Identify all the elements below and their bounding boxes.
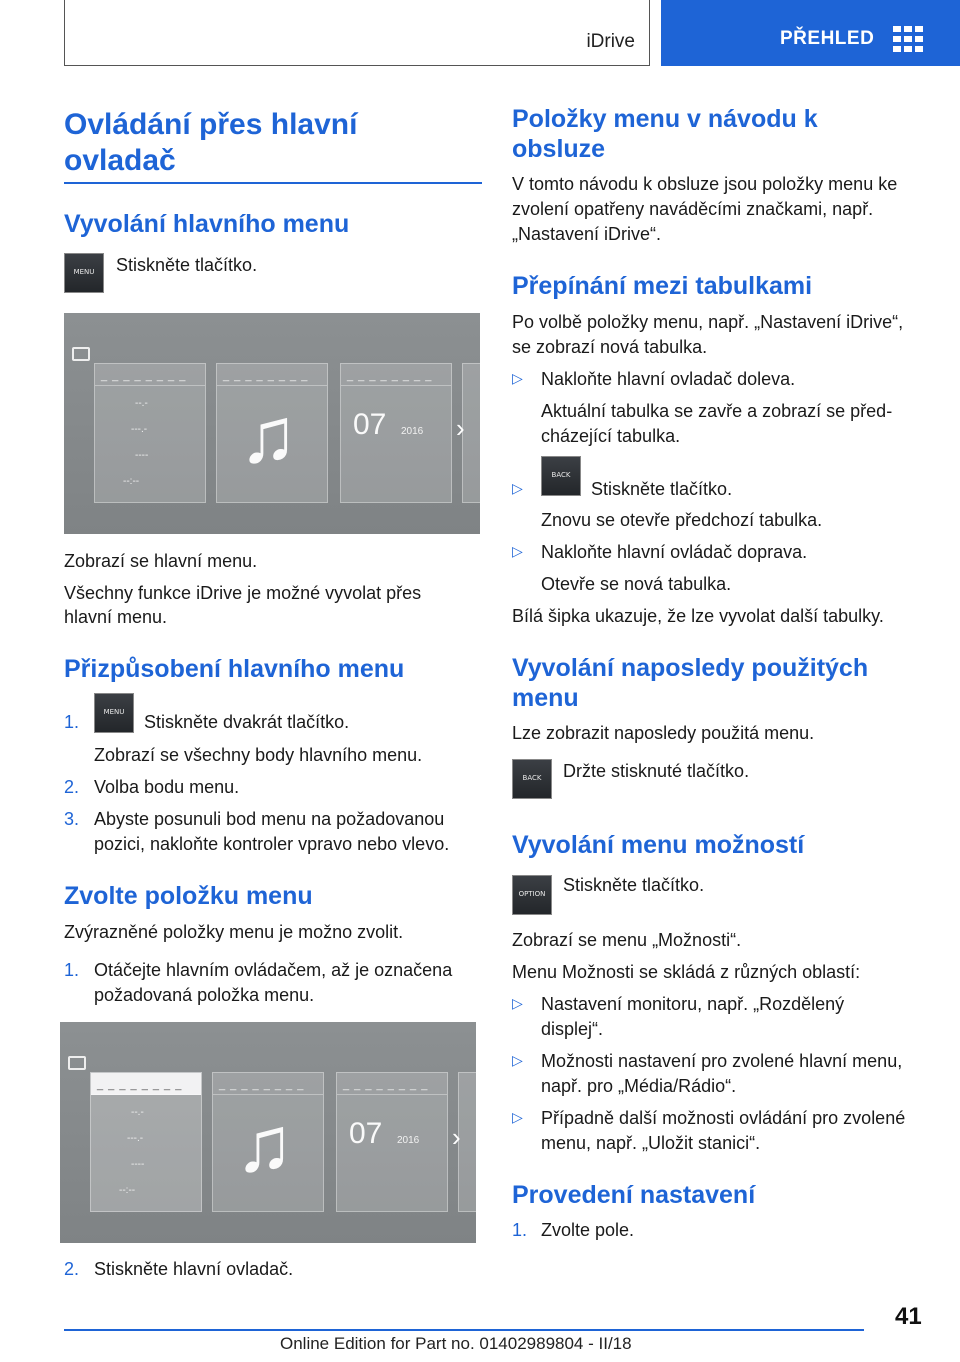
page-title-line1: Ovládání přes hlavní — [64, 108, 358, 141]
step-text: Stiskněte tlačítko. — [563, 875, 705, 895]
list-item: Možnosti nastavení pro zvolené hlavní menu, — [541, 1051, 903, 1071]
music-note-icon: ♫ — [235, 1100, 294, 1188]
list-number: 3. — [64, 809, 80, 829]
heading-menu-items-2: obsluze — [512, 135, 606, 163]
idrive-screenshot-2 — [60, 1022, 476, 1243]
step-text: Stiskněte tlačítko. — [116, 255, 258, 275]
paragraph: „Nastavení iDrive“. — [512, 224, 662, 244]
screen-panel-phone: _ _ _ _ _ _ _ _ 07 2016 — [336, 1072, 448, 1212]
section-title: iDrive — [586, 31, 635, 52]
back-button-icon: BACK — [512, 759, 552, 799]
list-item: pozici, nakloňte kontroler vpravo nebo vlevo. — [94, 834, 450, 854]
heading-select-item: Zvolte položku menu — [64, 882, 313, 910]
chevron-right-icon: › — [456, 413, 465, 443]
heading-options-menu: Vyvolání menu možností — [512, 831, 805, 859]
heading-recent-menus: Vyvolání naposledy použitých — [512, 654, 869, 682]
overview-tab-label: PŘEHLED — [780, 28, 875, 49]
screen-side-icon — [68, 1056, 86, 1070]
list-item: displej“. — [541, 1019, 604, 1039]
paragraph: Všechny funkce iDrive je možné vyvolat přes — [64, 583, 422, 603]
list-item: Nakloňte hlavní ovladač doleva. — [541, 369, 796, 389]
list-item: Abyste posunuli bod menu na požadovanou — [94, 809, 445, 829]
list-item: Případně další možnosti ovládání pro zvolené — [541, 1108, 906, 1128]
list-item: Stiskněte hlavní ovladač. — [94, 1259, 294, 1279]
paragraph: hlavní menu. — [64, 607, 168, 627]
list-item: Zvolte pole. — [541, 1220, 635, 1240]
list-item: požadovaná položka menu. — [94, 985, 315, 1005]
footer-rule — [64, 1329, 864, 1331]
grid-icon — [893, 26, 923, 52]
heading-customize: Přizpůsobení hlavního menu — [64, 655, 405, 683]
list-number: 2. — [64, 1259, 80, 1279]
music-note-icon: ♫ — [239, 391, 298, 479]
list-item: Volba bodu menu. — [94, 777, 240, 797]
menu-button-icon: MENU — [94, 693, 134, 733]
heading-menu-items: Položky menu v návodu k — [512, 105, 818, 133]
header-bar — [64, 0, 650, 66]
bullet-triangle-icon: ▷ — [512, 1052, 523, 1068]
heading-main-menu: Vyvolání hlavního menu — [64, 210, 350, 238]
list-item: Nastavení monitoru, např. „Rozdělený — [541, 994, 845, 1014]
list-item: Otáčejte hlavním ovládačem, až je označena — [94, 960, 453, 980]
list-number: 1. — [512, 1220, 528, 1240]
screen-side-icon — [72, 347, 90, 361]
back-button-icon: BACK — [541, 456, 581, 496]
heading-switch-tables: Přepínání mezi tabulkami — [512, 272, 813, 300]
list-item: např. pro „Média/Rádio“. — [541, 1076, 737, 1096]
screen-panel-media: _ _ _ _ _ _ _ _ ♫ — [216, 363, 328, 503]
paragraph: Bílá šipka ukazuje, že lze vyvolat další tabulky. — [512, 606, 884, 626]
bullet-triangle-icon: ▷ — [512, 480, 523, 496]
paragraph: zvolení opatřeny naváděcími značkami, např. — [512, 199, 874, 219]
list-item: menu, např. „Uložit stanici“. — [541, 1133, 761, 1153]
title-rule — [64, 182, 482, 184]
paragraph: Zobrazí se hlavní menu. — [64, 551, 258, 571]
paragraph: se zobrazí nová tabulka. — [512, 337, 708, 357]
list-item: Stiskněte dvakrát tlačítko. — [144, 712, 350, 732]
paragraph: Lze zobrazit naposledy použitá menu. — [512, 723, 815, 743]
heading-recent-menus-2: menu — [512, 684, 579, 712]
paragraph: Po volbě položky menu, např. „Nastavení iDrive“, — [512, 312, 904, 332]
menu-button-icon: MENU — [64, 253, 104, 293]
list-number: 1. — [64, 712, 80, 732]
list-item-sub: Znovu se otevře předchozí tabulka. — [541, 510, 823, 530]
page-number: 41 — [895, 1303, 922, 1330]
list-item: Nakloňte hlavní ovládač doprava. — [541, 542, 808, 562]
list-item-sub: cházející tabulka. — [541, 426, 681, 446]
list-number: 1. — [64, 960, 80, 980]
list-item: Stiskněte tlačítko. — [591, 479, 733, 499]
screen-panel-car: _ _ _ _ _ _ _ _ --.- ---.- ---- --:-- — [94, 363, 206, 503]
list-item-sub: Zobrazí se všechny body hlavního menu. — [94, 745, 423, 765]
list-item-sub: Aktuální tabulka se zavře a zobrazí se před- — [541, 401, 893, 421]
step-text: Držte stisknuté tlačítko. — [563, 761, 750, 781]
bullet-triangle-icon: ▷ — [512, 543, 523, 559]
bullet-triangle-icon: ▷ — [512, 1109, 523, 1125]
page-title-line2: ovladač — [64, 144, 176, 177]
screen-panel-car-selected: _ _ _ _ _ _ _ _ --.- ---.- ---- --:-- — [90, 1072, 202, 1212]
list-item-sub: Otevře se nová tabulka. — [541, 574, 732, 594]
idrive-screenshot-1 — [64, 313, 480, 534]
list-number: 2. — [64, 777, 80, 797]
bullet-triangle-icon: ▷ — [512, 995, 523, 1011]
heading-settings: Provedení nastavení — [512, 1181, 756, 1209]
footer-edition: Online Edition for Part no. 01402989804 - II/18 — [280, 1334, 632, 1353]
chevron-right-icon: › — [452, 1122, 461, 1152]
paragraph: Menu Možnosti se skládá z různých oblastí: — [512, 962, 861, 982]
bullet-triangle-icon: ▷ — [512, 370, 523, 386]
overview-tab[interactable] — [661, 0, 960, 66]
screen-panel-media: _ _ _ _ _ _ _ _ ♫ — [212, 1072, 324, 1212]
paragraph: Zobrazí se menu „Možnosti“. — [512, 930, 742, 950]
paragraph: Zvýrazněné položky menu je možno zvolit. — [64, 922, 404, 942]
paragraph: V tomto návodu k obsluze jsou položky menu ke — [512, 174, 898, 194]
option-button-icon: OPTION — [512, 875, 552, 915]
screen-panel-phone: _ _ _ _ _ _ _ _ 07 2016 — [340, 363, 452, 503]
